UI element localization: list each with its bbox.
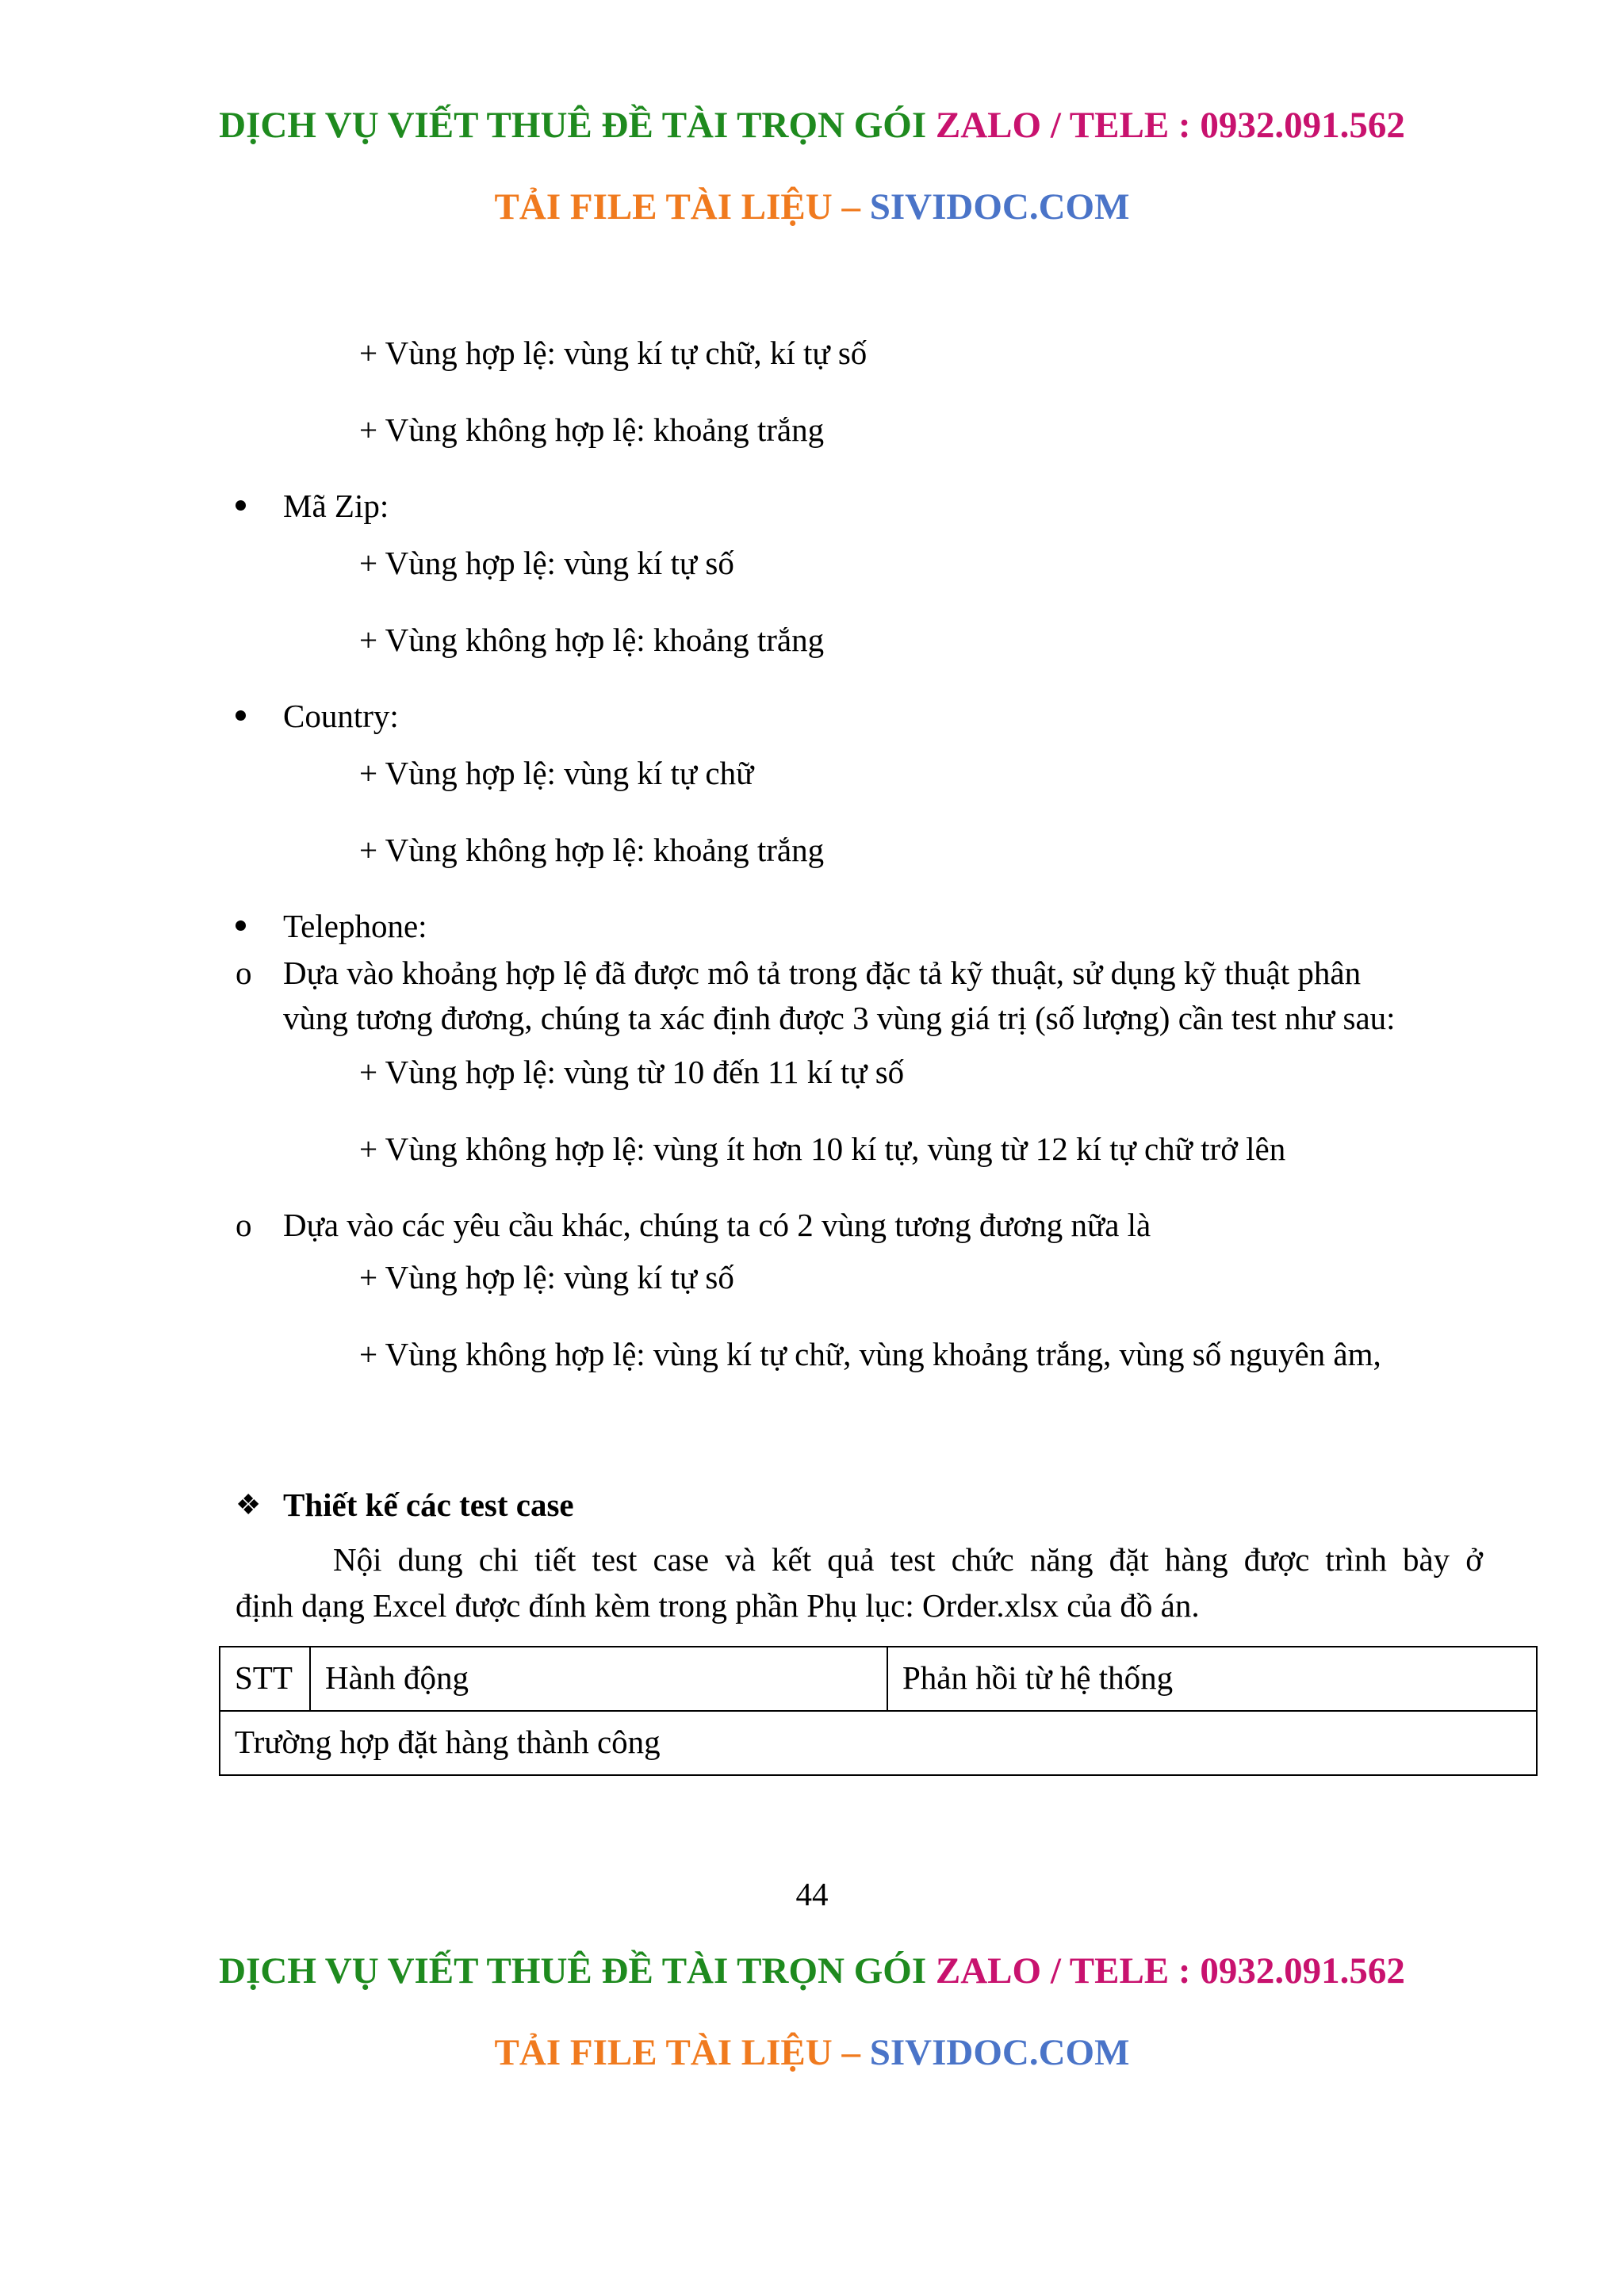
header-download-text: TẢI FILE TÀI LIỆU – [494, 186, 860, 228]
circle-bullet-icon: o [236, 955, 252, 991]
table-header-cell: Hành động [310, 1647, 887, 1711]
table-header-cell: STT [220, 1647, 310, 1711]
test-case-table [219, 1646, 1538, 1776]
text-line: + Vùng hợp lệ: vùng kí tự chữ [359, 755, 754, 791]
text-line: + Vùng hợp lệ: vùng kí tự số [359, 1259, 734, 1295]
footer-download-text: TẢI FILE TÀI LIỆU – [494, 2032, 860, 2073]
diamond-bullet-icon: ❖ [236, 1489, 262, 1521]
list-item-country: Country: [283, 698, 399, 734]
header-contact-text: ZALO / TELE : 0932.091.562 [935, 105, 1405, 146]
circle-bullet-icon: o [236, 1207, 252, 1243]
bullet-dot-icon [236, 710, 246, 721]
page-number: 44 [795, 1876, 829, 1912]
footer-contact-text: ZALO / TELE : 0932.091.562 [935, 1950, 1405, 1992]
table-section-cell: Trường hợp đặt hàng thành công [220, 1711, 1537, 1775]
text-line: + Vùng không hợp lệ: khoảng trắng [359, 411, 825, 448]
paragraph-line: định dạng Excel được đính kèm trong phần Phụ lục: Order.xlsx của đồ án. [236, 1587, 1200, 1624]
list-item-zip: Mã Zip: [283, 488, 389, 524]
header-service-text: DỊCH VỤ VIẾT THUÊ ĐỀ TÀI TRỌN GÓI [219, 105, 927, 146]
footer-site-link[interactable]: SIVIDOC.COM [869, 2032, 1130, 2073]
text-line: + Vùng hợp lệ: vùng từ 10 đến 11 kí tự số [359, 1054, 905, 1090]
section-heading: Thiết kế các test case [283, 1487, 574, 1523]
text-line: + Vùng hợp lệ: vùng kí tự chữ, kí tự số [359, 335, 868, 371]
list-item-telephone: Telephone: [283, 908, 427, 944]
bullet-dot-icon [236, 920, 246, 931]
bullet-dot-icon [236, 500, 246, 511]
header-banner-line2 [0, 186, 1624, 228]
paragraph-line: Nội dung chi tiết test case và kết quả test chức năng đặt hàng được trình bày ở [333, 1541, 1483, 1578]
header-site-link[interactable]: SIVIDOC.COM [869, 186, 1130, 228]
text-line: + Vùng không hợp lệ: khoảng trắng [359, 832, 825, 868]
table-header-cell: Phản hồi từ hệ thống [887, 1647, 1537, 1711]
text-line: + Vùng không hợp lệ: khoảng trắng [359, 622, 825, 658]
text-line: + Vùng không hợp lệ: vùng kí tự chữ, vùng khoảng trắng, vùng số nguyên âm, [359, 1336, 1381, 1372]
footer-banner-line1 [0, 1950, 1624, 1992]
text-line: Dựa vào khoảng hợp lệ đã được mô tả trong đặc tả kỹ thuật, sử dụng kỹ thuật phân [283, 955, 1362, 991]
text-line: vùng tương đương, chúng ta xác định được 3 vùng giá trị (số lượng) cần test như sau: [283, 1000, 1396, 1036]
text-line: + Vùng không hợp lệ: vùng ít hơn 10 kí tự, vùng từ 12 kí tự chữ trở lên [359, 1131, 1286, 1167]
footer-banner-line2 [0, 2031, 1624, 2074]
table-row [220, 1711, 1537, 1775]
header-banner-line1 [0, 104, 1624, 147]
footer-service-text: DỊCH VỤ VIẾT THUÊ ĐỀ TÀI TRỌN GÓI [219, 1950, 927, 1992]
table-header-row [220, 1647, 1537, 1711]
text-line: + Vùng hợp lệ: vùng kí tự số [359, 545, 734, 581]
text-line: Dựa vào các yêu cầu khác, chúng ta có 2 vùng tương đương nữa là [283, 1207, 1151, 1243]
